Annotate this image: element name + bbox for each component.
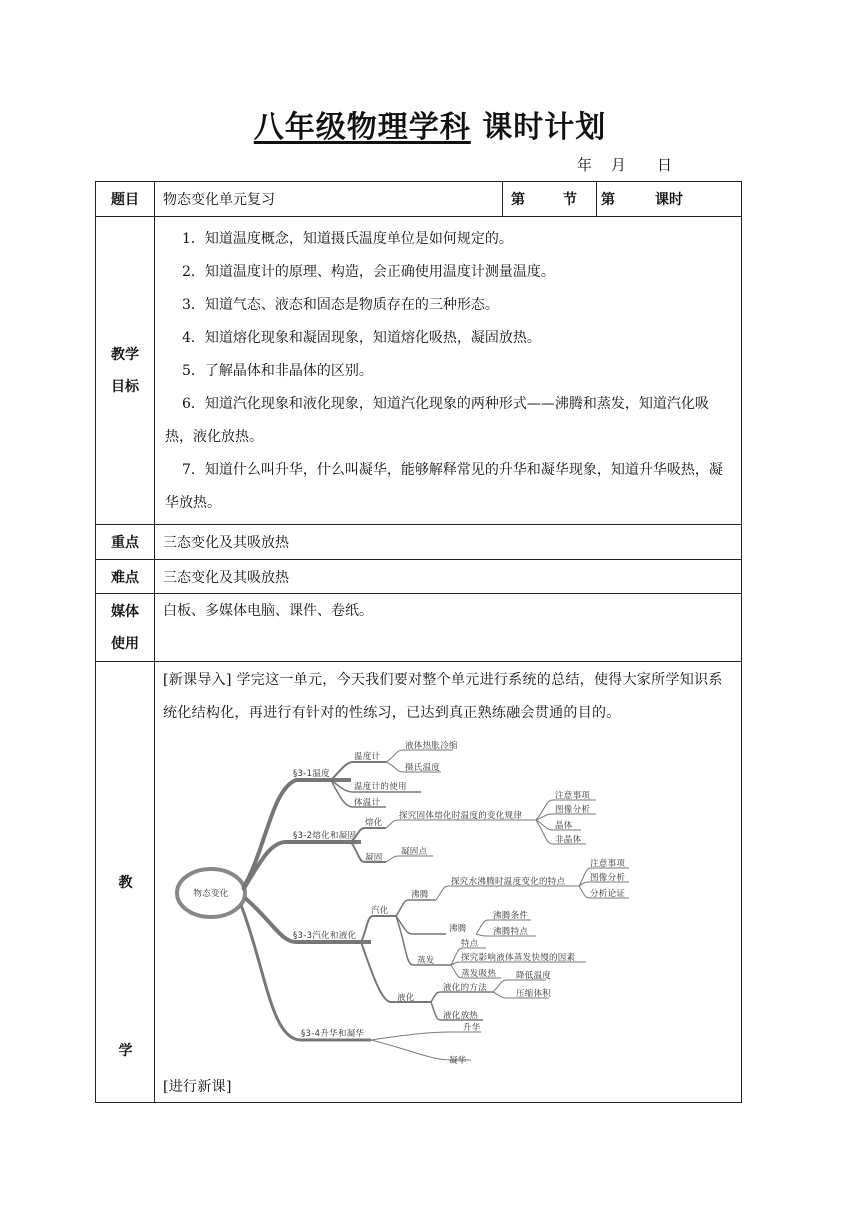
mm-s2-e2: 图像分析 [555, 805, 591, 815]
date-day: 日 [657, 156, 673, 174]
branch-s3-vap [361, 916, 396, 942]
teaching-label [96, 662, 155, 1103]
mm-s3-b2: 沸腾特点 [493, 927, 529, 937]
mm-s2-e4: 非晶体 [555, 835, 582, 845]
media-label-2: 使用 [111, 635, 139, 652]
mm-s3-v1: 特点 [461, 939, 479, 949]
goal-item: 7．知道什么叫升华，什么叫凝华，能够解释常见的升华和凝华现象，知道升华吸热，凝华放热。 [165, 462, 723, 511]
goal-item: 3．知道气态、液态和固态是物质存在的三种形态。 [182, 297, 499, 313]
teaching-label-2: 学 [118, 1043, 133, 1059]
mm-s4-dep: 凝华 [449, 1056, 467, 1066]
mm-s3-release: 液化放热 [443, 1011, 479, 1021]
teaching-row [96, 662, 742, 1103]
mm-s3-b1: 沸腾条件 [493, 911, 529, 921]
lesson-di: 第 [601, 192, 615, 208]
difficulty-row [96, 560, 742, 594]
branch-s1-thermo [331, 762, 386, 780]
mm-s1-body: 体温计 [354, 798, 381, 808]
mind-map [171, 730, 641, 1075]
mm-s3-exp: 探究水沸腾时温度变化的特点 [451, 877, 566, 887]
section-di: 第 [511, 192, 525, 208]
mm-s2-exp: 探究固体熔化时温度的变化规律 [399, 811, 523, 821]
branch-s3-boil [396, 900, 436, 916]
lesson-cell [597, 182, 742, 217]
mm-s3-v3: 蒸发吸热 [461, 969, 497, 979]
mm-s3-method: 液化的方法 [443, 983, 488, 993]
lesson-plan-table [95, 181, 742, 1103]
key-value: 三态变化及其吸放热 [155, 525, 742, 560]
topic-label: 题目 [96, 182, 155, 217]
topic-row [96, 182, 742, 217]
difficulty-label: 难点 [96, 560, 155, 594]
intro-text: [新课导入] 学完这一单元，今天我们要对整个单元进行系统的总结，使得大家所学知识系统化结构化，再进行有针对的性练习，已达到真正熟练融会贯通的目的。 [163, 672, 723, 721]
goal-item: 4．知道熔化现象和凝固现象，知道熔化吸热，凝固放热。 [182, 330, 541, 346]
mm-s3-boil: 沸腾 [411, 890, 429, 900]
page-title [0, 102, 860, 146]
goal-item: 5．了解晶体和非晶体的区别。 [182, 363, 373, 379]
date-year: 年 [577, 156, 593, 174]
mm-s2-melt: 熔化 [365, 818, 383, 828]
mm-s3-liq: 液化 [397, 993, 415, 1003]
key-row [96, 525, 742, 560]
mm-s3-e2: 图像分析 [590, 873, 626, 883]
mm-s4-sub: 升华 [463, 1023, 481, 1033]
key-label: 重点 [96, 525, 155, 560]
mm-s3-e3: 分析论证 [590, 889, 626, 899]
mm-s1-use: 温度计的使用 [354, 782, 407, 792]
mm-s2-fp: 凝固点 [401, 847, 428, 857]
mm-s3-m1: 降低温度 [516, 971, 552, 981]
goals-label-1: 教学 [111, 346, 139, 363]
goals-label-2: 目标 [111, 378, 139, 395]
teaching-content [155, 662, 742, 1103]
goal-item: 2．知道温度计的原理、构造，会正确使用温度计测量温度。 [182, 264, 555, 280]
media-label-1: 媒体 [111, 603, 139, 620]
mm-s3-vap: 汽化 [371, 906, 389, 916]
section-cell [503, 182, 597, 217]
branch-s4 [241, 905, 371, 1040]
section-jie: 节 [563, 192, 577, 208]
mm-s4: §3-4升华和凝华 [301, 1029, 365, 1039]
goals-label [96, 217, 155, 525]
mm-s1-thermo: 温度计 [354, 752, 381, 762]
title-subject: 八年级物理学科 [253, 110, 471, 145]
date-month: 月 [611, 156, 627, 174]
mm-s3-evap: 蒸发 [417, 956, 435, 966]
media-row [96, 594, 742, 662]
new-lesson-text: [进行新课] [163, 1079, 232, 1095]
mm-s3-e1: 注意事项 [590, 859, 626, 869]
mm-s1-t2: 摄氏温度 [405, 763, 441, 773]
mm-s2-freeze: 凝固 [365, 853, 383, 863]
media-value: 白板、多媒体电脑、课件、卷纸。 [155, 594, 742, 662]
mm-s1: §3-1温度 [293, 769, 330, 779]
mind-map-root: 物态变化 [193, 889, 229, 899]
mm-s3: §3-3汽化和液化 [293, 931, 357, 941]
mm-s2: §3-2熔化和凝固 [293, 831, 357, 841]
branch-s3-liq [361, 942, 431, 1002]
mm-s3-boil2: 沸腾 [449, 924, 467, 934]
difficulty-value: 三态变化及其吸放热 [155, 560, 742, 594]
branch-s2-exp [386, 820, 536, 828]
goals-list [155, 217, 742, 525]
teaching-label-1: 教 [118, 875, 133, 891]
mm-s1-t1: 液体热胀冷缩 [405, 741, 458, 751]
goal-item: 6．知道汽化现象和液化现象，知道汽化现象的两种形式——沸腾和蒸发，知道汽化吸热，液化放热。 [165, 396, 709, 445]
mm-s2-e3: 晶体 [555, 821, 573, 831]
goal-item: 1．知道温度概念，知道摄氏温度单位是如何规定的。 [182, 231, 513, 247]
mm-s3-v2: 探究影响液体蒸发快慢的因素 [461, 953, 576, 963]
media-label [96, 594, 155, 662]
branch-s3-exp [436, 886, 579, 900]
topic-value: 物态变化单元复习 [155, 182, 503, 217]
lesson-keshi: 课时 [655, 192, 683, 208]
title-plan: 课时计划 [482, 110, 607, 145]
mm-s3-m2: 压缩体积 [516, 989, 552, 999]
branch-s3-boil2 [396, 916, 446, 934]
goals-row [96, 217, 742, 525]
mm-s2-e1: 注意事项 [555, 791, 591, 801]
